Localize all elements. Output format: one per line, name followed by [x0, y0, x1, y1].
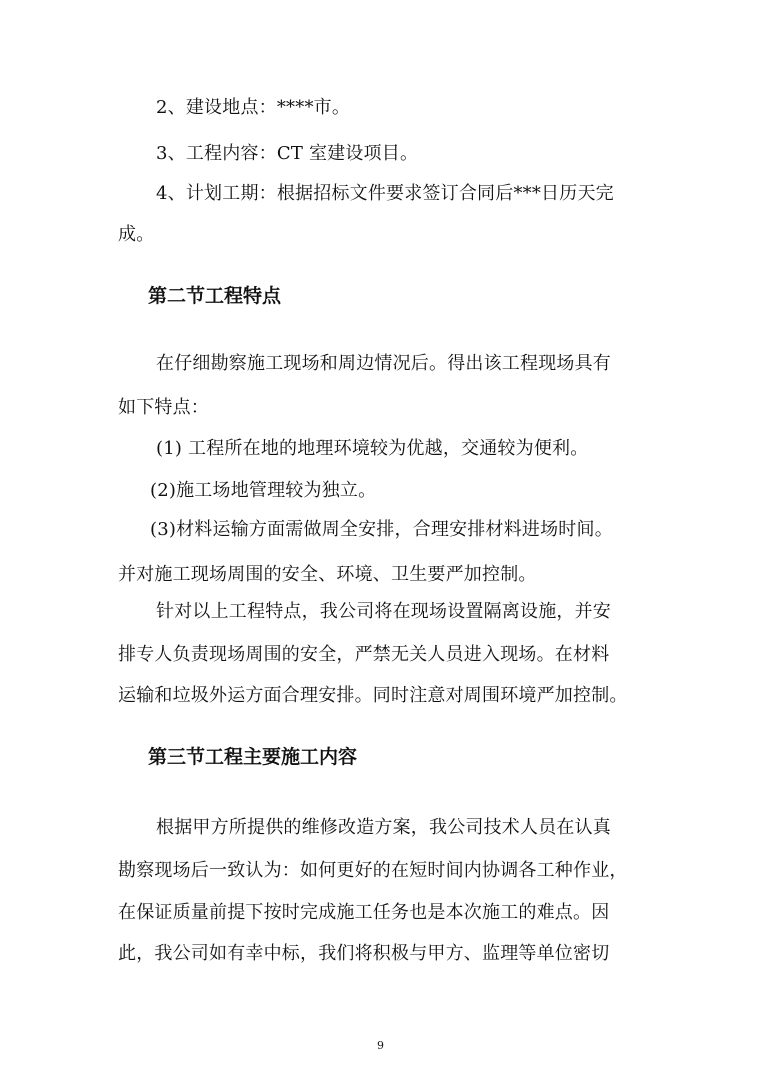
feature-item-2: (2)施工场地管理较为独立。 [150, 480, 377, 501]
section-3-line-4: 此，我公司如有幸中标，我们将积极与甲方、监理等单位密切 [118, 943, 610, 964]
feature-item-3-line-1: (3)材料运输方面需做周全安排，合理安排材料进场时间。 [150, 519, 613, 540]
section-2-intro-line-1: 在仔细勘察施工现场和周边情况后。得出该工程现场具有 [156, 353, 611, 374]
measures-line-3: 运输和垃圾外运方面合理安排。同时注意对周围环境严加控制。 [118, 685, 628, 706]
feature-item-1: (1) 工程所在地的地理环境较为优越，交通较为便利。 [156, 438, 589, 459]
measures-line-1: 针对以上工程特点，我公司将在现场设置隔离设施，并安 [156, 601, 611, 622]
project-location: 2、建设地点：****市。 [156, 97, 351, 118]
page-number: 9 [377, 1039, 384, 1052]
project-schedule-line-1: 4、计划工期：根据招标文件要求签订合同后***日历天完 [156, 183, 614, 204]
section-2-heading: 第二节工程特点 [148, 285, 282, 307]
feature-item-3-line-2: 并对施工现场周围的安全、环境、卫生要严加控制。 [118, 564, 537, 585]
project-schedule-line-2: 成。 [118, 224, 155, 245]
section-3-line-2: 勘察现场后一致认为：如何更好的在短时间内协调各工种作业， [118, 860, 628, 881]
measures-line-2: 排专人负责现场周围的安全，严禁无关人员进入现场。在材料 [118, 644, 610, 665]
section-3-line-3: 在保证质量前提下按时完成施工任务也是本次施工的难点。因 [118, 902, 610, 923]
section-2-intro-line-2: 如下特点： [118, 397, 209, 418]
section-3-heading: 第三节工程主要施工内容 [148, 746, 358, 768]
project-content: 3、工程内容：CT 室建设项目。 [156, 143, 419, 164]
section-3-line-1: 根据甲方所提供的维修改造方案，我公司技术人员在认真 [156, 817, 611, 838]
